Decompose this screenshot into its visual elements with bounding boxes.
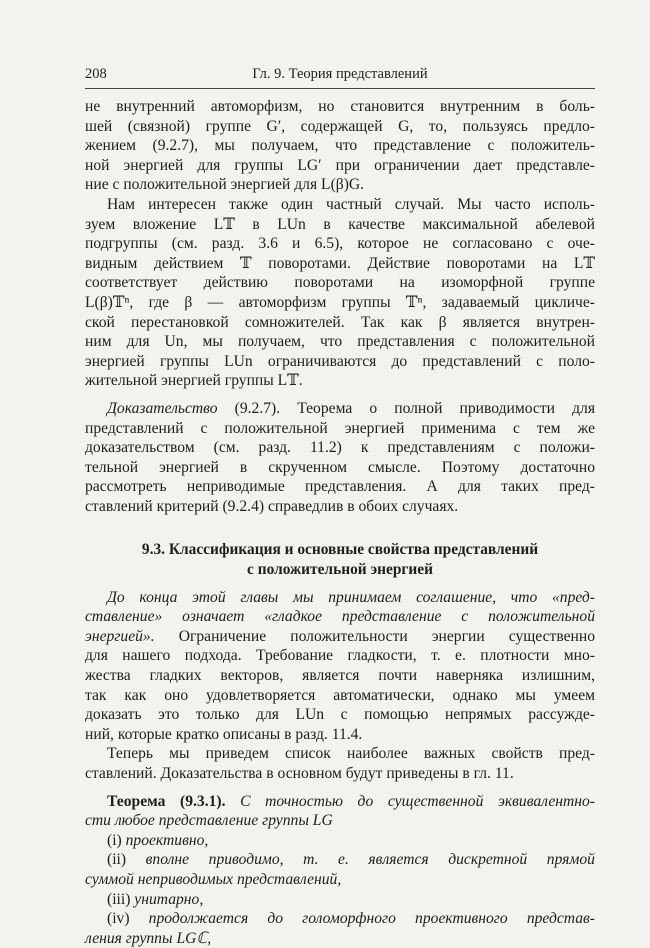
text-line: шей (связной) группе G′, содержащей G, то, пользуясь предло-	[85, 117, 595, 135]
theorem-item: (ii) вполне приводимо, т. е. является дискретной прямой	[107, 851, 595, 869]
text-line: До конца этой главы мы принимаем соглашение, что «пред-	[107, 588, 595, 606]
proof-paragraph	[85, 399, 595, 517]
text-line: энергией группы LUn ограничиваются до представлений с поло-	[85, 352, 595, 370]
text-line: ним для Un, мы получаем, что представления с положительной	[85, 333, 595, 351]
text-line: Нам интересен также один частный случай. Мы часто исполь-	[107, 195, 595, 213]
paragraph-2	[85, 195, 595, 391]
running-title: Гл. 9. Теория представлений	[252, 66, 428, 82]
section-heading	[85, 540, 595, 579]
text-line: рассмотреть неприводимые представления. А для таких пред-	[85, 478, 595, 496]
section-title-line: 9.3. Классификация и основные свойства представлений	[141, 541, 539, 559]
text-line: ставлений. Доказательства в основном будут приведены в гл. 11.	[85, 765, 514, 782]
proof-label: Доказательство	[107, 399, 218, 417]
text-line: зуем вложение L𝕋 в LUn в качестве максимальной абелевой	[85, 215, 595, 233]
text-line: ние с положительной энергией для L(β)G.	[85, 176, 365, 194]
text-line: сти любое представление группы LG	[85, 812, 333, 830]
text-line: ставление» означает «гладкое представление с положительной	[85, 608, 595, 626]
header-rule	[85, 88, 595, 89]
page-number: 208	[85, 66, 107, 82]
text-line: ставлений критерий (9.2.4) справедлив в обоих случаях.	[85, 497, 459, 515]
text-line: ной энергией для группы LG′ при ограничении дает представле-	[85, 156, 595, 174]
text-line: Теперь мы приведем список наиболее важных свойств пред-	[107, 745, 595, 763]
text-line: ления группы LGℂ,	[85, 929, 212, 947]
text-line: жительной энергией группы L𝕋.	[85, 372, 303, 390]
text-line: жества гладких векторов, является почти наверняка излишним,	[85, 667, 595, 685]
text-line: L(β)𝕋ⁿ, где β — автоморфизм группы 𝕋ⁿ, задаваемый цикличе-	[85, 293, 595, 311]
page-body	[85, 97, 595, 948]
text-line: ской перестановкой сомножителей. Так как β является внутрен-	[85, 313, 595, 331]
theorem-item: (i) проективно,	[107, 831, 209, 849]
text-line: так как оно удовлетворяется автоматически, однако мы умеем	[85, 686, 595, 704]
text-line: подгруппы (см. разд. 3.6 и 6.5), которое не согласовано с оче-	[85, 235, 595, 253]
page-header	[85, 66, 595, 88]
text-line: Теорема (9.3.1). С точностью до существенной эквивалентно-	[107, 792, 595, 810]
theorem-item: (iii) унитарно,	[107, 890, 204, 908]
text-line: энергией». Ограничение положительности энергии существенно	[85, 627, 595, 645]
paragraph-4	[85, 744, 595, 783]
text-line: ний, которые кратко описаны в разд. 11.4.	[85, 725, 363, 743]
text-line: для нашего подхода. Требование гладкости, т. е. плотности мно-	[85, 647, 595, 665]
text-line: доказать это только для LUn с помощью непрямых рассужде-	[85, 706, 595, 724]
text-line: не внутренний автоморфизм, но становится внутренним в боль-	[85, 98, 595, 115]
text-line: Доказательство (9.2.7). Теорема о полной приводимости для	[107, 399, 595, 417]
theorem-label: Теорема (9.3.1).	[107, 792, 226, 810]
text-line: видным действием 𝕋 поворотами. Действие поворотами на L𝕋	[85, 254, 595, 272]
text-line: тельной энергией в скрученном смысле. Поэтому достаточно	[85, 458, 595, 476]
theorem-block	[85, 792, 595, 948]
text-line: доказательством (см. разд. 11.2) к представлениям с положи-	[85, 439, 595, 457]
text-line: суммой неприводимых представлений,	[85, 870, 342, 888]
text-line: представлений с положительной энергией применима с тем же	[85, 419, 595, 437]
paragraph-3	[85, 588, 595, 745]
section-title-line: с положительной энергией	[247, 561, 433, 579]
text-line: соответствует действию поворотами на изоморфной группе	[85, 274, 595, 292]
theorem-item: (iv) продолжается до голоморфного проективного представ-	[107, 910, 595, 928]
paragraph-1	[85, 97, 595, 195]
text-line: жением (9.2.7), мы получаем, что представление с положитель-	[85, 137, 595, 155]
